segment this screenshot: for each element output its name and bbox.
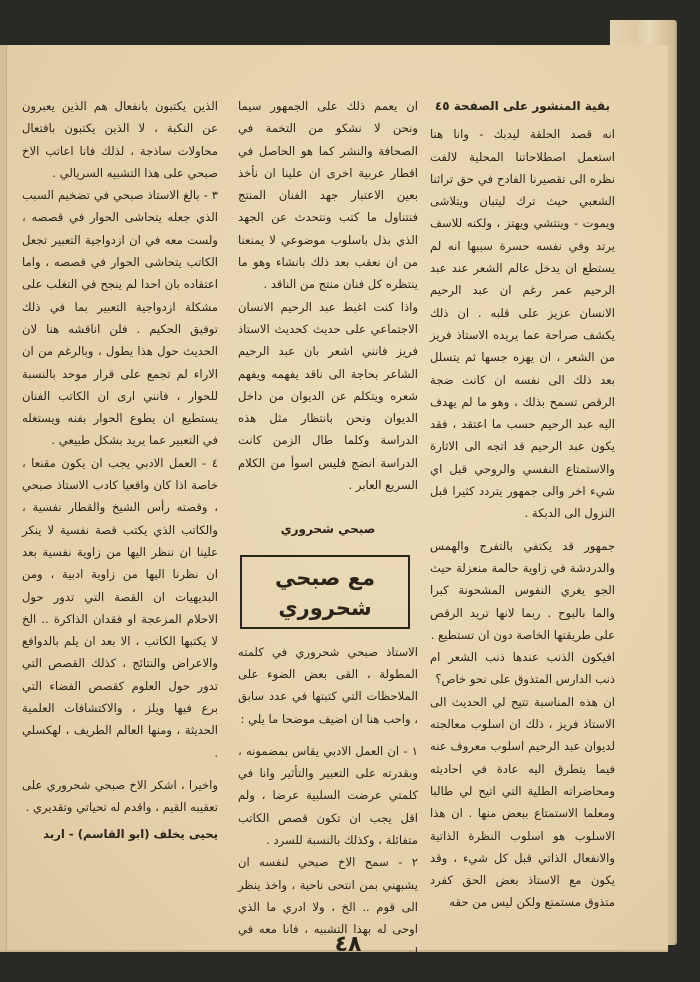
paragraph: ٢ - سمح الاخ صبحي لنفسه ان يشبهني بمن انتحى ناحية ، واخذ ينظر الى قوم .. الخ ، ولا ادري ما الذي اوحى له بهذا التشبيه ، فانا معه في ان bbox=[238, 855, 418, 959]
paragraph: الذين يكتبون بانفعال هم الذين يعبرون عن النكبة ، لا الذين يكتبون بافتعال محاولات ساذجة ، لذلك فانا اعاتب الاخ صبحي على هذا التشبيه السريالي . bbox=[22, 99, 218, 180]
continuation-header: بقية المنشور على الصفحة ٤٥ bbox=[434, 99, 611, 113]
sign-off: يحيى يخلف (ابو القاسم) - اربد bbox=[43, 826, 218, 841]
page-gutter bbox=[0, 45, 7, 950]
paragraph: واخيرا ، اشكر الاخ صبحي شحروري على تعقيبه القيم ، واقدم له تحياتي وتقديري . bbox=[22, 777, 218, 815]
page-number: ٤٨ bbox=[334, 932, 362, 957]
paragraph: واذا كنت اغبط عبد الرحيم الانسان الاجتماعي على حديث كحديث الاستاذ فريز فانني اشعر بان عبد الرحيم الشاعر بحاجة الى ناقد يفهمه ويفهم شعره ويتكلم عن الديوان من داخل الديوان ونحن بانتظار مثل هذه الدراسة وكلما طال الزمن كانت الدراسة انضج فليس اسوأ من الكلام السريع العابر . bbox=[238, 299, 418, 493]
left-column bbox=[22, 95, 218, 845]
paragraph: الاستاذ صبحي شحروري في كلمته المطولة ، القى بعض الضوء على الملاحظات التي كتبتها في عدد سابق ، واحب هنا ان اضيف موضحا ما يلي : bbox=[238, 644, 418, 726]
paragraph: ١ - ان العمل الادبي يقاس بمضمونه ، وبقدرته على التعبير والتأثير وانا في كلمتي عرضت السلبية عرضا ، ولم اقل يجب ان تكون قصص الكاتب متفائلة ، وكذلك بالنسبة للسرد . bbox=[238, 743, 418, 848]
right-column bbox=[430, 95, 615, 914]
paragraph: افيكون الذنب عندها ذنب الشعر ام ذنب الدارس المتذوق على نحو خاص؟ bbox=[430, 650, 615, 687]
paragraph: ان هذه المناسبة تتيح لي الحديث الى الاستاذ فريز ، ذلك ان اسلوب معالجته لديوان عبد الرحيم اسلوب معروف عنه فيما يتطرق اليه عادة في احاديثه ومحاضراته الطلية التي اتيح لي طالبا ومعلما الاستمتاع ببعض منها . ان هذا الاسلوب هو اسلوب النظرة الذاتية والانفعال الذاتي قبل كل شيء ، وقد يكون مع الاستاذ بعض الحق كفرد متذوق مستمتع ولكن ليس من حقه bbox=[430, 694, 615, 910]
paragraph: ٣ - بالغ الاستاذ صبحي في تضخيم السبب الذي جعله يتحاشى الحوار في قصصه ، ولست معه في ان ازدواجية التعبير تجعل الكاتب يتحاشى الحوار في قصصه ، واما اعتقاده بان احدا لم ينجح في التغلب على مشكلة ازدواجية التعبير بما في ذلك توفيق الحكيم . فلن اناقشه هنا لان الحديث حول هذا يطول ، وبالرغم من ان الاراء لم تجمع على قرار موحد بالنسبة للحوار ، فانني ارى ان الكاتب الفنان يستطيع ان يطوع الحوار بفنه ويستغله في التعبير عما يريد بشكل طبيعي . bbox=[22, 188, 218, 448]
paragraph: ٤ - العمل الادبي يجب ان يكون مقنعا ، خاصة اذا كان واقعيا كادب الاستاذ صبحي ، وقصته رأس الشيخ والقطار نفسية ، والكاتب الذي يكتب قصة نفسية لا ينكر علينا ان ننظر اليها من زاوية نفسية بعد ان نظرنا اليها من زاوية ادبية ، ومن البديهيات ان القصة التي تدور حول الاحلام المزعجة او فقدان الذاكرة .. الخ لا يكتبها الكاتب ، الا بعد ان يلم بالدوافع والاعراض والنتائج ، كذلك القصص التي تدور حول العلوم كقصص الفضاء التي برع فيها ويلز ، والاكتشافات العلمية الحديثة ، ومنها العالم الطريف ، لهكسلي . bbox=[22, 455, 218, 760]
middle-column bbox=[238, 95, 418, 963]
paragraph: جمهور قد يكتفي بالتفرج والهمس والدردشة في زاوية حالمة منعزلة حيث الجو يغري النفوس المشحونة كبرا والما بالبوح . ربما لانها تريد الرقص على طريقتها الخاصة دون ان تستطيع . bbox=[430, 538, 615, 642]
paragraph: ان يعمم ذلك على الجمهور سيما ونحن لا نشكو من التخمة في الصحافة والنشر كما هو الحاصل في اقطار عربية اخرى ان علينا ان نأخذ بعين الاعتبار جهد الفنان المنتج فنتناول ما كتب ونتحدث عن الجهد الذي بذل باسلوب موضوعي لا يمنعنا من ان نعقب بعد ذلك بانشاء وهو ما ينتظره كل فنان منتج من الناقد . bbox=[238, 99, 418, 292]
author-signature: صبحي شحروري bbox=[280, 522, 376, 537]
article-title-box bbox=[240, 555, 410, 629]
magazine-page bbox=[0, 45, 668, 959]
paragraph: انه قصد الحلقة ليدبك - وانا هنا استعمل اصطلاحاتنا المحلية لالفت نظره الى تقصيرنا الفادح في حق تراثنا الشعبي حيث ترك ليتبان ويتلاشى ويموت - وينتشي ويهتز ، ولكنه للاسف يرتد وفي نفسه حسرة سببها انه لم يستطع ان يدخل عالم الشعر عند عبد الرحيم عمر رغم ان عبد الرحيم الانسان عزيز على قلبه . ان ذلك يكشف صراحة عما يريده الاستاذ فريز من الشعر ، ان يهزه جسها ثم يتسلل بعد ذلك الى نفسه ان كانت ضجة الرقص تسمح بذلك ، وهو ما لم يهدف اليه عبد الرحيم حسب ما اعتقد ، فقد يكون عبد الرحيم قد اتجه الى الاثارة والاستمتاع النفسي والروحي قبل اي شيء اخر والى جمهور يتردد كثيرا قبل النزول الى الدبكة . bbox=[430, 127, 615, 521]
article-title: مع صبحي شحروري bbox=[275, 565, 375, 620]
